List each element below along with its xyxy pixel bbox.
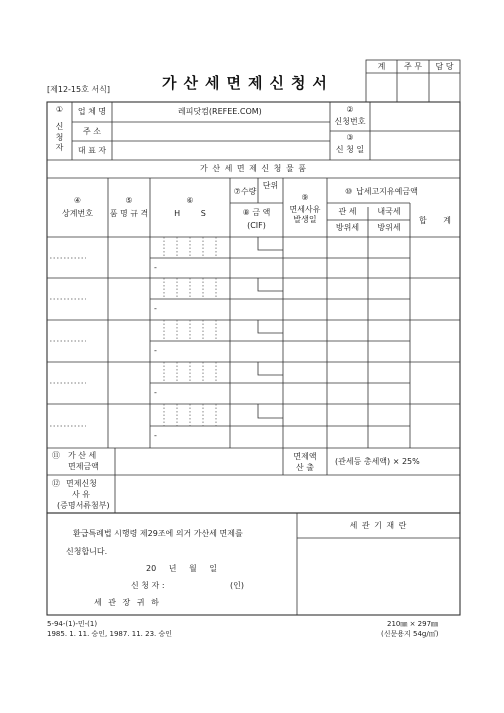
- approval-sign-1[interactable]: [367, 74, 396, 101]
- statement-date[interactable]: 20 년 월 일: [146, 564, 217, 573]
- application-number-mark: ②: [346, 105, 354, 114]
- approval-sign-3[interactable]: [430, 74, 459, 101]
- penalty-label-2: 면제금액: [68, 462, 99, 471]
- reason-field[interactable]: [116, 476, 459, 512]
- footer-size: 210㎜ × 297㎜: [387, 620, 439, 628]
- reason-date-mark: ⑨: [301, 193, 309, 202]
- item-row[interactable]: [48, 405, 459, 447]
- internal-tax-header: 내국세: [377, 207, 401, 216]
- application-date-label: 신 청 일: [335, 145, 365, 154]
- approval-head-3: 담 당: [435, 61, 454, 71]
- footer-code: 5-94-(1)-민-(1): [47, 620, 98, 628]
- applicant-mark: ①: [55, 105, 64, 114]
- item-row[interactable]: [48, 363, 459, 403]
- company-label: 업 체 명: [77, 107, 107, 116]
- hs-dash-2: -: [154, 304, 157, 313]
- approval-head-1: 계: [377, 61, 386, 71]
- calc-label-2: 산 출: [296, 462, 314, 472]
- company-value[interactable]: 레피닷컴(REFEE.COM): [178, 107, 262, 116]
- approval-sign-2[interactable]: [398, 74, 428, 101]
- statement-applicant: 신 청 자 :: [131, 581, 165, 590]
- footer-approval-dates: 1985. 1. 11. 승인, 1987. 11. 23. 승인: [47, 630, 173, 638]
- reason-label-1: 면제신청: [66, 479, 97, 488]
- statement-addressee: 세 관 장 귀 하: [94, 598, 159, 607]
- customs-entry-field[interactable]: [298, 539, 459, 614]
- hs-header: H S: [174, 209, 206, 218]
- item-row[interactable]: [48, 279, 459, 319]
- statement-seal: (인): [230, 581, 244, 590]
- product-header: 품 명 규 격: [109, 209, 149, 218]
- calc-label-1: 면제액: [293, 451, 317, 461]
- quantity-header: ⑦수량: [233, 187, 257, 196]
- penalty-label-1: 가 산 세: [68, 451, 97, 460]
- decl-no-header: 상계번호: [62, 209, 93, 218]
- amount-header: ⑧ 금 액: [242, 208, 271, 217]
- application-date-field[interactable]: [371, 132, 459, 159]
- defense-tax-header-1: 방위세: [335, 223, 360, 232]
- defense-tax-header-2: 방위세: [377, 223, 401, 232]
- applicant-section-label: 신청자: [55, 121, 64, 153]
- form-code: [제12-15호 서식]: [47, 85, 110, 94]
- statement-line-2: 신청합니다.: [66, 547, 108, 556]
- address-label: 주 소: [83, 126, 101, 136]
- statement-line-1: 환급특례법 시행령 제29조에 의거 가산세 면제를: [73, 529, 243, 538]
- page-title: 가산세면제신청서: [162, 74, 334, 92]
- reason-date-header: 면세사유 발생일: [289, 205, 321, 224]
- application-number-label: 신청번호: [334, 117, 366, 126]
- hs-dash-3: -: [154, 346, 157, 355]
- calc-formula: (관세등 총세액) × 25%: [335, 457, 420, 466]
- amount-sub-header: (CIF): [247, 221, 266, 230]
- representative-label: 대 표 자: [77, 145, 107, 155]
- customs-entry-label: 세 관 기 재 란: [349, 521, 408, 530]
- hs-dash-5: -: [154, 431, 157, 440]
- hs-mark: ⑥: [186, 196, 194, 205]
- penalty-amount-field[interactable]: [116, 449, 282, 474]
- reason-label-3: (증명서류첨부): [57, 501, 110, 510]
- hs-dash-1: -: [154, 263, 157, 272]
- address-field[interactable]: [113, 123, 329, 140]
- application-date-mark: ③: [346, 133, 354, 142]
- customs-duty-header: 관 세: [338, 207, 357, 216]
- penalty-mark: ⑪: [52, 451, 60, 460]
- application-number-field[interactable]: [371, 103, 459, 130]
- approval-head-2: 주 무: [404, 61, 422, 71]
- hs-dash-4: -: [154, 388, 157, 397]
- item-row[interactable]: [48, 238, 459, 277]
- items-section-title: 가 산 세 면 제 신 청 물 품: [200, 164, 307, 173]
- reason-mark: ⑫: [52, 479, 60, 488]
- representative-field[interactable]: [113, 142, 329, 159]
- product-mark: ⑤: [125, 196, 133, 205]
- tax-deferral-mark: ⑩: [345, 187, 353, 196]
- tax-deferral-header: 납세고지유예금액: [356, 187, 418, 196]
- footer-paper: (신문용지 54g/㎡): [381, 630, 439, 638]
- item-row[interactable]: [48, 321, 459, 361]
- unit-header: 단위: [262, 181, 279, 190]
- reason-label-2: 사 유: [72, 490, 90, 499]
- decl-no-mark: ④: [73, 196, 82, 205]
- total-header: 합 계: [419, 216, 451, 225]
